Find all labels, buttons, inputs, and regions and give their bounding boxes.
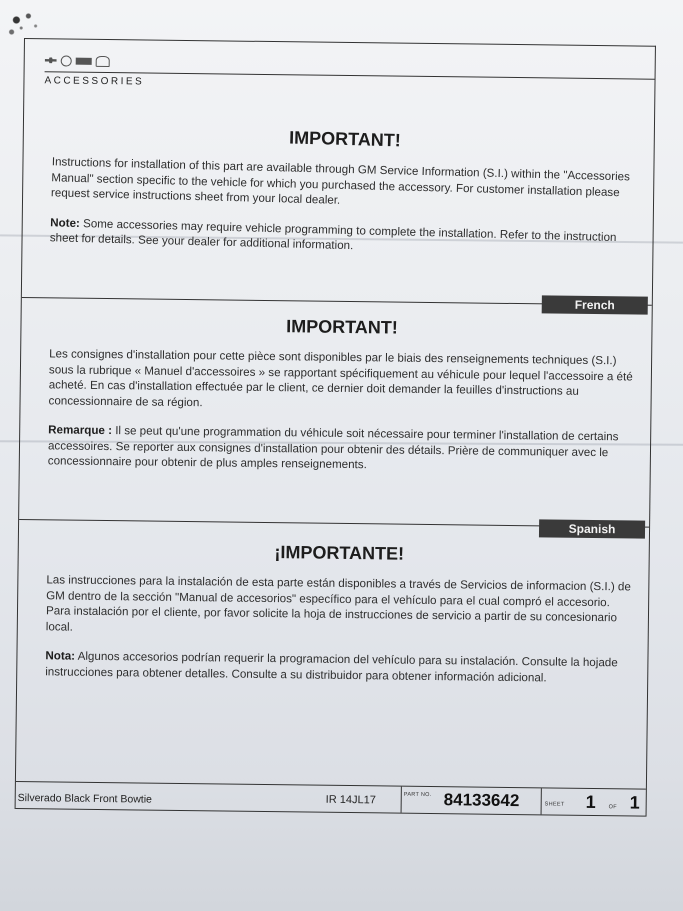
gmc-logo — [76, 57, 92, 64]
cadillac-logo-icon — [96, 55, 110, 66]
part-title: Silverado Black Front Bowtie — [17, 791, 153, 806]
note-label: Note: — [50, 215, 81, 230]
cell-divider — [541, 788, 542, 814]
title-block — [16, 781, 646, 817]
french-language-tag: French — [542, 295, 648, 314]
note-label: Nota: — [45, 649, 76, 663]
sheet-number: 1 — [585, 791, 596, 813]
french-section — [48, 313, 635, 476]
revision-code: IR 14JL17 — [325, 793, 376, 807]
note-text: Some accessories may require vehicle programming to complete the installation. Refer to the instruction sheet for details. See your dealer for additional information. — [49, 216, 617, 253]
spanish-body: Las instrucciones para la instalación de esta parte están disponibles a través de Servicios de informacion (S.I.) de GM dentro de la sección "Manual de accesorios" específico para el vehículo para el cual compró el accesorio. Para instalación por el cliente, por favor solicite la hoja de instrucciones de servicio a partir de su concesionario local. — [45, 573, 631, 634]
chevrolet-logo-icon — [45, 57, 57, 63]
of-label: OF — [608, 804, 617, 811]
cell-divider — [401, 787, 402, 813]
spanish-note — [45, 648, 630, 686]
english-body: Instructions for installation of this part are available through GM Service Information (S.I.) within the "Accessories Manual" section specific to the vehicle for which you purchased the accessory. For customer installation please request service instructions sheet from your local dealer. — [50, 155, 631, 207]
brand-logos — [45, 53, 110, 68]
french-note — [48, 422, 634, 476]
part-no-label: PART NO. — [403, 791, 432, 799]
english-note — [50, 215, 636, 261]
spanish-language-tag: Spanish — [539, 519, 645, 538]
french-heading: IMPORTANT! — [286, 316, 398, 338]
spanish-heading: ¡IMPORTANTE! — [274, 542, 405, 564]
english-heading: IMPORTANT! — [288, 127, 402, 151]
document-frame — [15, 38, 656, 817]
note-text: Il se peut qu'une programmation du véhicule soit nécessaire pour terminer l'installation de certains accessoires. Se reporter aux consignes d'installation pour obtenir des détails. Prière de communiquer avec le concessionnaire pour obtenir de plus amples renseignements. — [47, 424, 619, 472]
sheet-total: 1 — [629, 792, 640, 813]
buick-logo-icon — [61, 55, 72, 66]
sheet-label: SHEET — [544, 801, 565, 808]
note-label: Remarque : — [48, 423, 113, 438]
french-body: Les consignes d'installation pour cette pièce sont disponibles par le biais des renseignements techniques (S.I.) sous la rubrique « Manuel d'accessoires » se rapportant spécifiquement au véhicule pour lequel l'accessoire a été acheté. En cas d'installation effectuée par le client, ce dernier doit demander la feuilles d'instructions au concessionnaire de sa région. — [48, 347, 633, 409]
english-section — [50, 121, 638, 261]
note-text: Algunos accesorios podrían requerir la programacion del vehículo para su instalación. Consulte la hojade instrucciones para obtener detalles. Consulte a su distribuidor para obtener información adicional. — [45, 649, 618, 684]
part-number: 84133642 — [443, 790, 520, 811]
spanish-section — [45, 539, 632, 686]
accessories-label: ACCESSORIES — [44, 75, 145, 88]
